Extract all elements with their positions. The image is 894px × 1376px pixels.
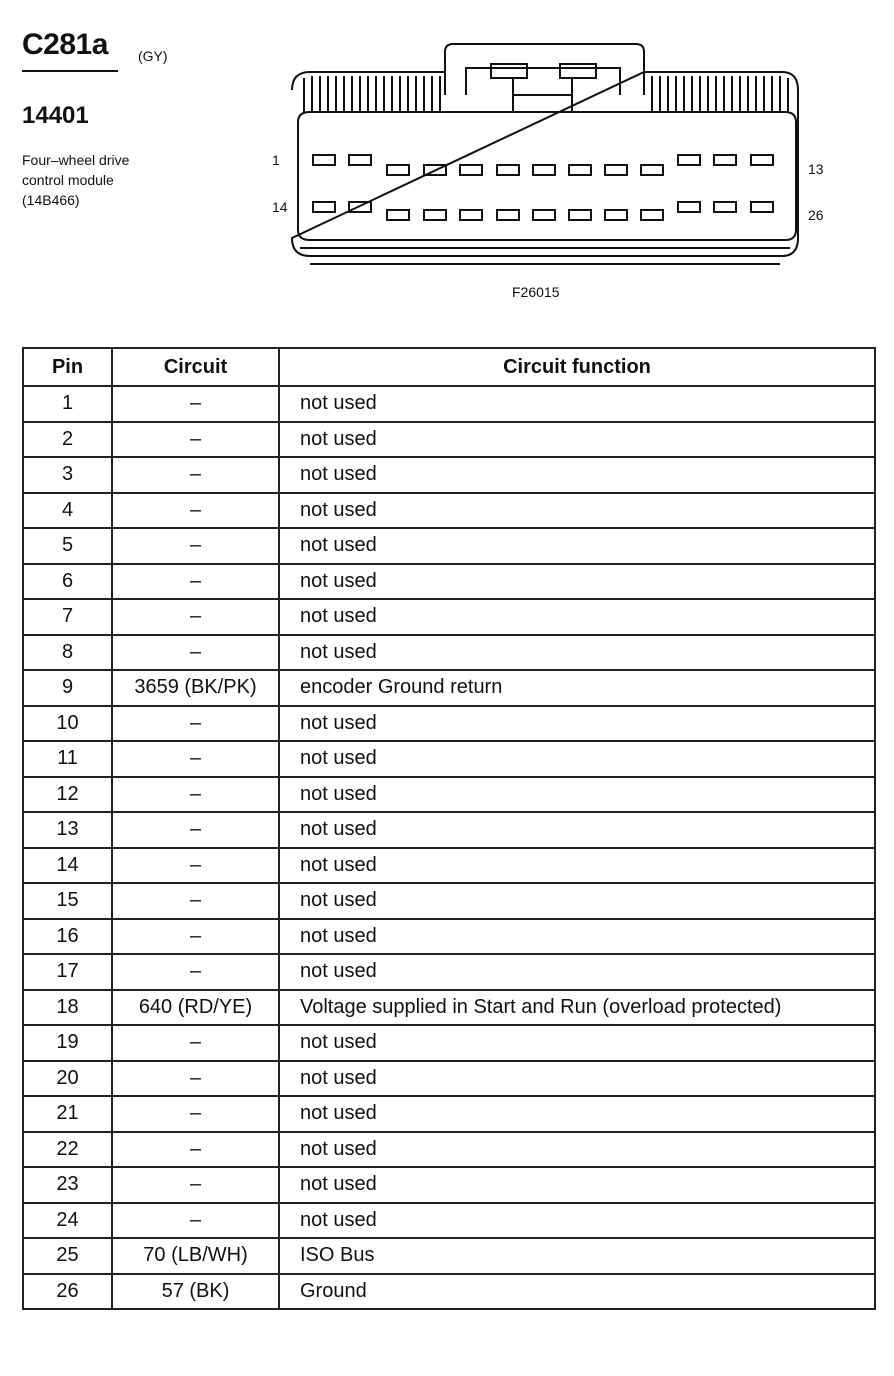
function-cell: not used	[279, 706, 875, 742]
circuit-cell: –	[112, 741, 279, 777]
table-row	[23, 777, 875, 813]
function-cell: not used	[279, 741, 875, 777]
table-row	[23, 812, 875, 848]
circuit-cell: –	[112, 1167, 279, 1203]
description-line: Four–wheel drive	[22, 152, 130, 168]
pin-cell: 1	[23, 386, 112, 422]
table-row	[23, 564, 875, 600]
function-cell: not used	[279, 635, 875, 671]
description-line: (14B466)	[22, 192, 80, 208]
function-cell: not used	[279, 1061, 875, 1097]
function-cell: not used	[279, 1167, 875, 1203]
function-cell: ISO Bus	[279, 1238, 875, 1274]
connector-id: C281a	[22, 28, 108, 61]
header-pin: Pin	[23, 348, 112, 386]
pin-cell: 15	[23, 883, 112, 919]
table-row	[23, 457, 875, 493]
function-cell: not used	[279, 1096, 875, 1132]
pin-cell: 13	[23, 812, 112, 848]
pin-cell: 25	[23, 1238, 112, 1274]
table-row	[23, 1274, 875, 1310]
circuit-cell: –	[112, 386, 279, 422]
table-header-row	[23, 348, 875, 386]
table-row	[23, 386, 875, 422]
circuit-cell: –	[112, 1096, 279, 1132]
table-row	[23, 1061, 875, 1097]
pin-label-26: 26	[808, 207, 824, 223]
pin-cell: 7	[23, 599, 112, 635]
circuit-cell: –	[112, 1061, 279, 1097]
function-cell: Ground	[279, 1274, 875, 1310]
table-row	[23, 706, 875, 742]
function-cell: not used	[279, 599, 875, 635]
function-cell: not used	[279, 564, 875, 600]
function-cell: encoder Ground return	[279, 670, 875, 706]
circuit-cell: –	[112, 919, 279, 955]
pin-cell: 3	[23, 457, 112, 493]
function-cell: not used	[279, 777, 875, 813]
pin-cell: 2	[23, 422, 112, 458]
pin-cell: 19	[23, 1025, 112, 1061]
function-cell: not used	[279, 422, 875, 458]
function-cell: not used	[279, 919, 875, 955]
pin-cell: 17	[23, 954, 112, 990]
circuit-cell: –	[112, 812, 279, 848]
pin-cell: 6	[23, 564, 112, 600]
table-row	[23, 1132, 875, 1168]
pinout-table	[22, 347, 876, 1310]
header-circuit-function: Circuit function	[279, 348, 875, 386]
pin-label-13: 13	[808, 161, 824, 177]
pin-cell: 18	[23, 990, 112, 1026]
table-row	[23, 1167, 875, 1203]
part-number: 14401	[22, 102, 89, 129]
table-row	[23, 493, 875, 529]
function-cell: not used	[279, 528, 875, 564]
pin-cell: 23	[23, 1167, 112, 1203]
pin-cell: 12	[23, 777, 112, 813]
table-row	[23, 1238, 875, 1274]
function-cell: not used	[279, 812, 875, 848]
circuit-cell: –	[112, 564, 279, 600]
circuit-cell: –	[112, 1203, 279, 1239]
pin-cell: 16	[23, 919, 112, 955]
connector-id-underline	[22, 70, 118, 72]
pin-cell: 9	[23, 670, 112, 706]
description-line: control module	[22, 172, 114, 188]
pin-cell: 20	[23, 1061, 112, 1097]
circuit-cell: –	[112, 883, 279, 919]
connector-color: (GY)	[138, 48, 168, 64]
function-cell: not used	[279, 1203, 875, 1239]
circuit-cell: –	[112, 1025, 279, 1061]
circuit-cell: –	[112, 457, 279, 493]
circuit-cell: –	[112, 848, 279, 884]
circuit-cell: –	[112, 422, 279, 458]
function-cell: not used	[279, 386, 875, 422]
function-cell: not used	[279, 493, 875, 529]
table-row	[23, 990, 875, 1026]
table-row	[23, 883, 875, 919]
function-cell: not used	[279, 1025, 875, 1061]
pin-cell: 4	[23, 493, 112, 529]
function-cell: not used	[279, 883, 875, 919]
pin-label-14: 14	[272, 199, 288, 215]
pin-cell: 22	[23, 1132, 112, 1168]
table-row	[23, 528, 875, 564]
table-row	[23, 848, 875, 884]
table-row	[23, 741, 875, 777]
table-row	[23, 635, 875, 671]
function-cell: Voltage supplied in Start and Run (overload protected)	[279, 990, 875, 1026]
pin-cell: 8	[23, 635, 112, 671]
function-cell: not used	[279, 1132, 875, 1168]
pin-cell: 11	[23, 741, 112, 777]
table-row	[23, 919, 875, 955]
connector-face-diagram	[268, 38, 858, 268]
circuit-cell: 70 (LB/WH)	[112, 1238, 279, 1274]
circuit-cell: –	[112, 706, 279, 742]
table-row	[23, 1025, 875, 1061]
table-row	[23, 670, 875, 706]
table-row	[23, 1203, 875, 1239]
pin-cell: 21	[23, 1096, 112, 1132]
pin-cell: 24	[23, 1203, 112, 1239]
table-row	[23, 422, 875, 458]
pin-cell: 14	[23, 848, 112, 884]
pin-label-1: 1	[272, 152, 280, 168]
table-row	[23, 954, 875, 990]
figure-reference: F26015	[512, 284, 560, 300]
pin-cell: 5	[23, 528, 112, 564]
circuit-cell: –	[112, 493, 279, 529]
circuit-cell: –	[112, 528, 279, 564]
function-cell: not used	[279, 954, 875, 990]
circuit-cell: 57 (BK)	[112, 1274, 279, 1310]
circuit-cell: –	[112, 599, 279, 635]
table-row	[23, 599, 875, 635]
circuit-cell: –	[112, 635, 279, 671]
table-row	[23, 1096, 875, 1132]
circuit-cell: 3659 (BK/PK)	[112, 670, 279, 706]
pin-cell: 26	[23, 1274, 112, 1310]
function-cell: not used	[279, 457, 875, 493]
circuit-cell: –	[112, 1132, 279, 1168]
function-cell: not used	[279, 848, 875, 884]
circuit-cell: 640 (RD/YE)	[112, 990, 279, 1026]
module-description	[22, 150, 129, 210]
header-circuit: Circuit	[112, 348, 279, 386]
circuit-cell: –	[112, 954, 279, 990]
circuit-cell: –	[112, 777, 279, 813]
pin-cell: 10	[23, 706, 112, 742]
